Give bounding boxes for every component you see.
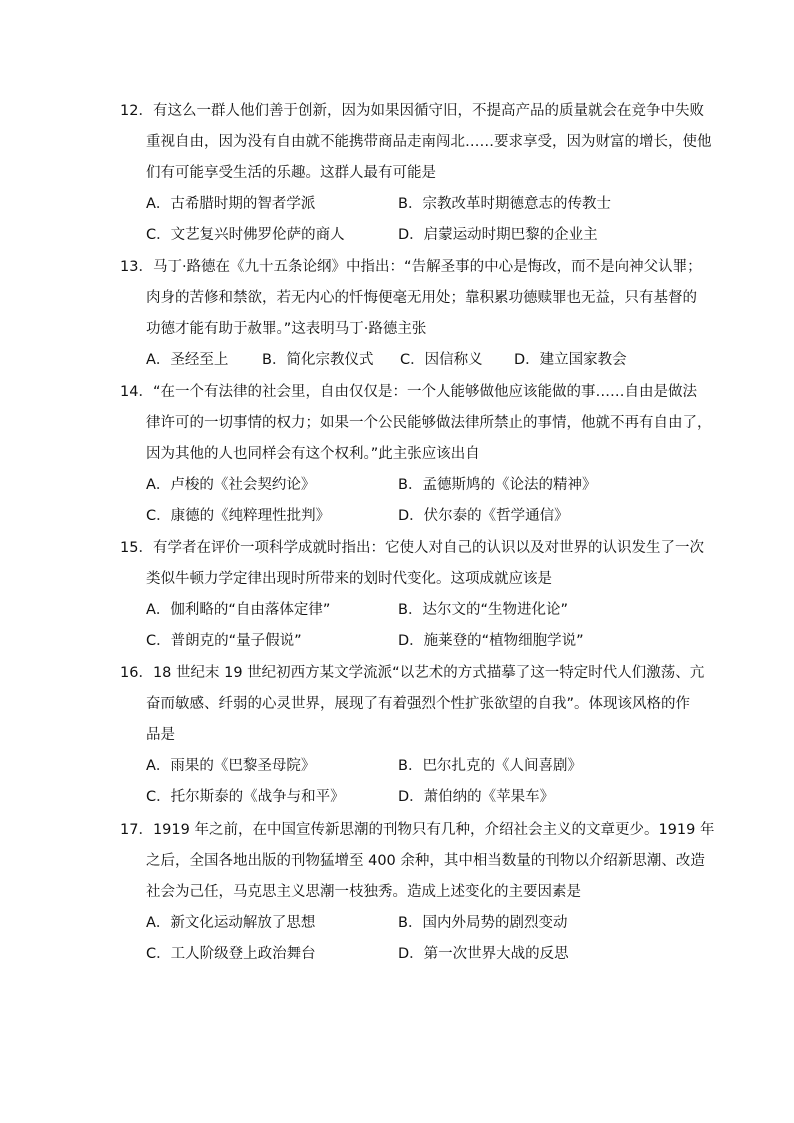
question-stem-line: 社会为己任，马克思主义思潮一枝独秀。造成上述变化的主要因素是 [146, 884, 581, 900]
question-stem-line: 们有可能享受生活的乐趣。这群人最有可能是 [146, 165, 436, 181]
question-stem-line: 有学者在评价一项科学成就时指出：它使人对自己的认识以及对世界的认识发生了一次 [152, 540, 704, 556]
question-stem-line: 类似牛顿力学定律出现时所带来的划时代变化。这项成就应该是 [146, 571, 552, 587]
options-row [120, 470, 680, 501]
option-c: C．托尔斯泰的《战争与和平》 [146, 789, 345, 805]
option-a: A．卢梭的《社会契约论》 [146, 477, 316, 493]
option-b: B．孟德斯鸠的《论法的精神》 [398, 477, 597, 493]
option-d: D．建立国家教会 [514, 352, 627, 368]
option-c: C．普朗克的“量子假说” [146, 633, 302, 649]
question-stem-line: 马丁·路德在《九十五条论纲》中指出：“告解圣事的中心是悔改，而不是向神父认罪； [152, 259, 702, 275]
question-13 [120, 252, 702, 376]
options-row [120, 751, 680, 782]
options-row [120, 782, 680, 813]
option-d: D．第一次世界大战的反思 [398, 946, 569, 962]
options-row [120, 939, 680, 970]
question-number: 12． [120, 103, 153, 119]
question-stem-line: 品是 [146, 727, 175, 743]
option-a: A．雨果的《巴黎圣母院》 [146, 758, 316, 774]
question-number: 14． [120, 384, 153, 400]
options-row [120, 345, 680, 376]
option-a: A．伽利略的“自由落体定律” [146, 602, 331, 618]
option-b: B．达尔文的“生物进化论” [398, 602, 568, 618]
question-14 [120, 377, 712, 532]
options-row [120, 908, 680, 939]
option-b: B．简化宗教仪式 [262, 352, 374, 368]
question-15 [120, 533, 704, 657]
option-a: A．古希腊时期的智者学派 [146, 196, 316, 212]
question-12 [120, 96, 712, 251]
question-stem-line: 18 世纪末 19 世纪初西方某文学流派“以艺术的方式描摹了这一特定时代人们激荡、亢 [152, 665, 705, 681]
option-b: B．巴尔扎克的《人间喜剧》 [398, 758, 582, 774]
option-c: C．因信称义 [400, 352, 483, 368]
question-stem-line: 有这么一群人他们善于创新，因为如果因循守旧，不提高产品的质量就会在竞争中失败 [152, 103, 704, 119]
question-number: 16． [120, 665, 153, 681]
option-d: D．启蒙运动时期巴黎的企业主 [398, 227, 598, 243]
option-a: A．圣经至上 [146, 352, 229, 368]
question-stem-line: 重视自由，因为没有自由就不能携带商品走南闯北……要求享受，因为财富的增长，使他 [146, 134, 712, 150]
question-17 [120, 815, 715, 970]
question-stem-line: 律许可的一切事情的权力；如果一个公民能够做法律所禁止的事情，他就不再有自由了， [146, 415, 712, 431]
question-number: 17． [120, 822, 153, 838]
option-c: C．工人阶级登上政治舞台 [146, 946, 316, 962]
option-c: C．文艺复兴时佛罗伦萨的商人 [146, 227, 345, 243]
options-row [120, 501, 680, 532]
question-number: 13． [120, 259, 153, 275]
option-d: D．施莱登的“植物细胞学说” [398, 633, 584, 649]
options-row [120, 626, 680, 657]
question-stem-line: 奋而敏感、纤弱的心灵世界，展现了有着强烈个性扩张欲望的自我”。体现该风格的作 [146, 696, 691, 712]
question-stem-line: 因为其他的人也同样会有这个权利。”此主张应该出自 [146, 446, 480, 462]
question-stem-line: 功德才能有助于赦罪。”这表明马丁·路德主张 [146, 321, 427, 337]
options-row [120, 220, 680, 251]
question-16 [120, 658, 705, 813]
question-stem-line: 肉身的苦修和禁欲，若无内心的忏悔便毫无用处；靠积累功德赎罪也无益，只有基督的 [146, 290, 697, 306]
question-stem-line: “在一个有法律的社会里，自由仅仅是：一个人能够做他应该能做的事……自由是做法 [152, 384, 697, 400]
options-row [120, 189, 680, 220]
option-c: C．康德的《纯粹理性批判》 [146, 508, 331, 524]
option-b: B．宗教改革时期德意志的传教士 [398, 196, 611, 212]
option-b: B．国内外局势的剧烈变动 [398, 915, 568, 931]
question-stem-line: 1919 年之前，在中国宣传新思潮的刊物只有几种，介绍社会主义的文章更少。1919 年 [152, 822, 715, 838]
option-d: D．萧伯纳的《苹果车》 [398, 789, 555, 805]
options-row [120, 595, 680, 626]
question-number: 15． [120, 540, 153, 556]
question-stem-line: 之后，全国各地出版的刊物猛增至 400 余种，其中相当数量的刊物以介绍新思潮、改造 [146, 853, 705, 869]
option-d: D．伏尔泰的《哲学通信》 [398, 508, 569, 524]
option-a: A．新文化运动解放了思想 [146, 915, 316, 931]
